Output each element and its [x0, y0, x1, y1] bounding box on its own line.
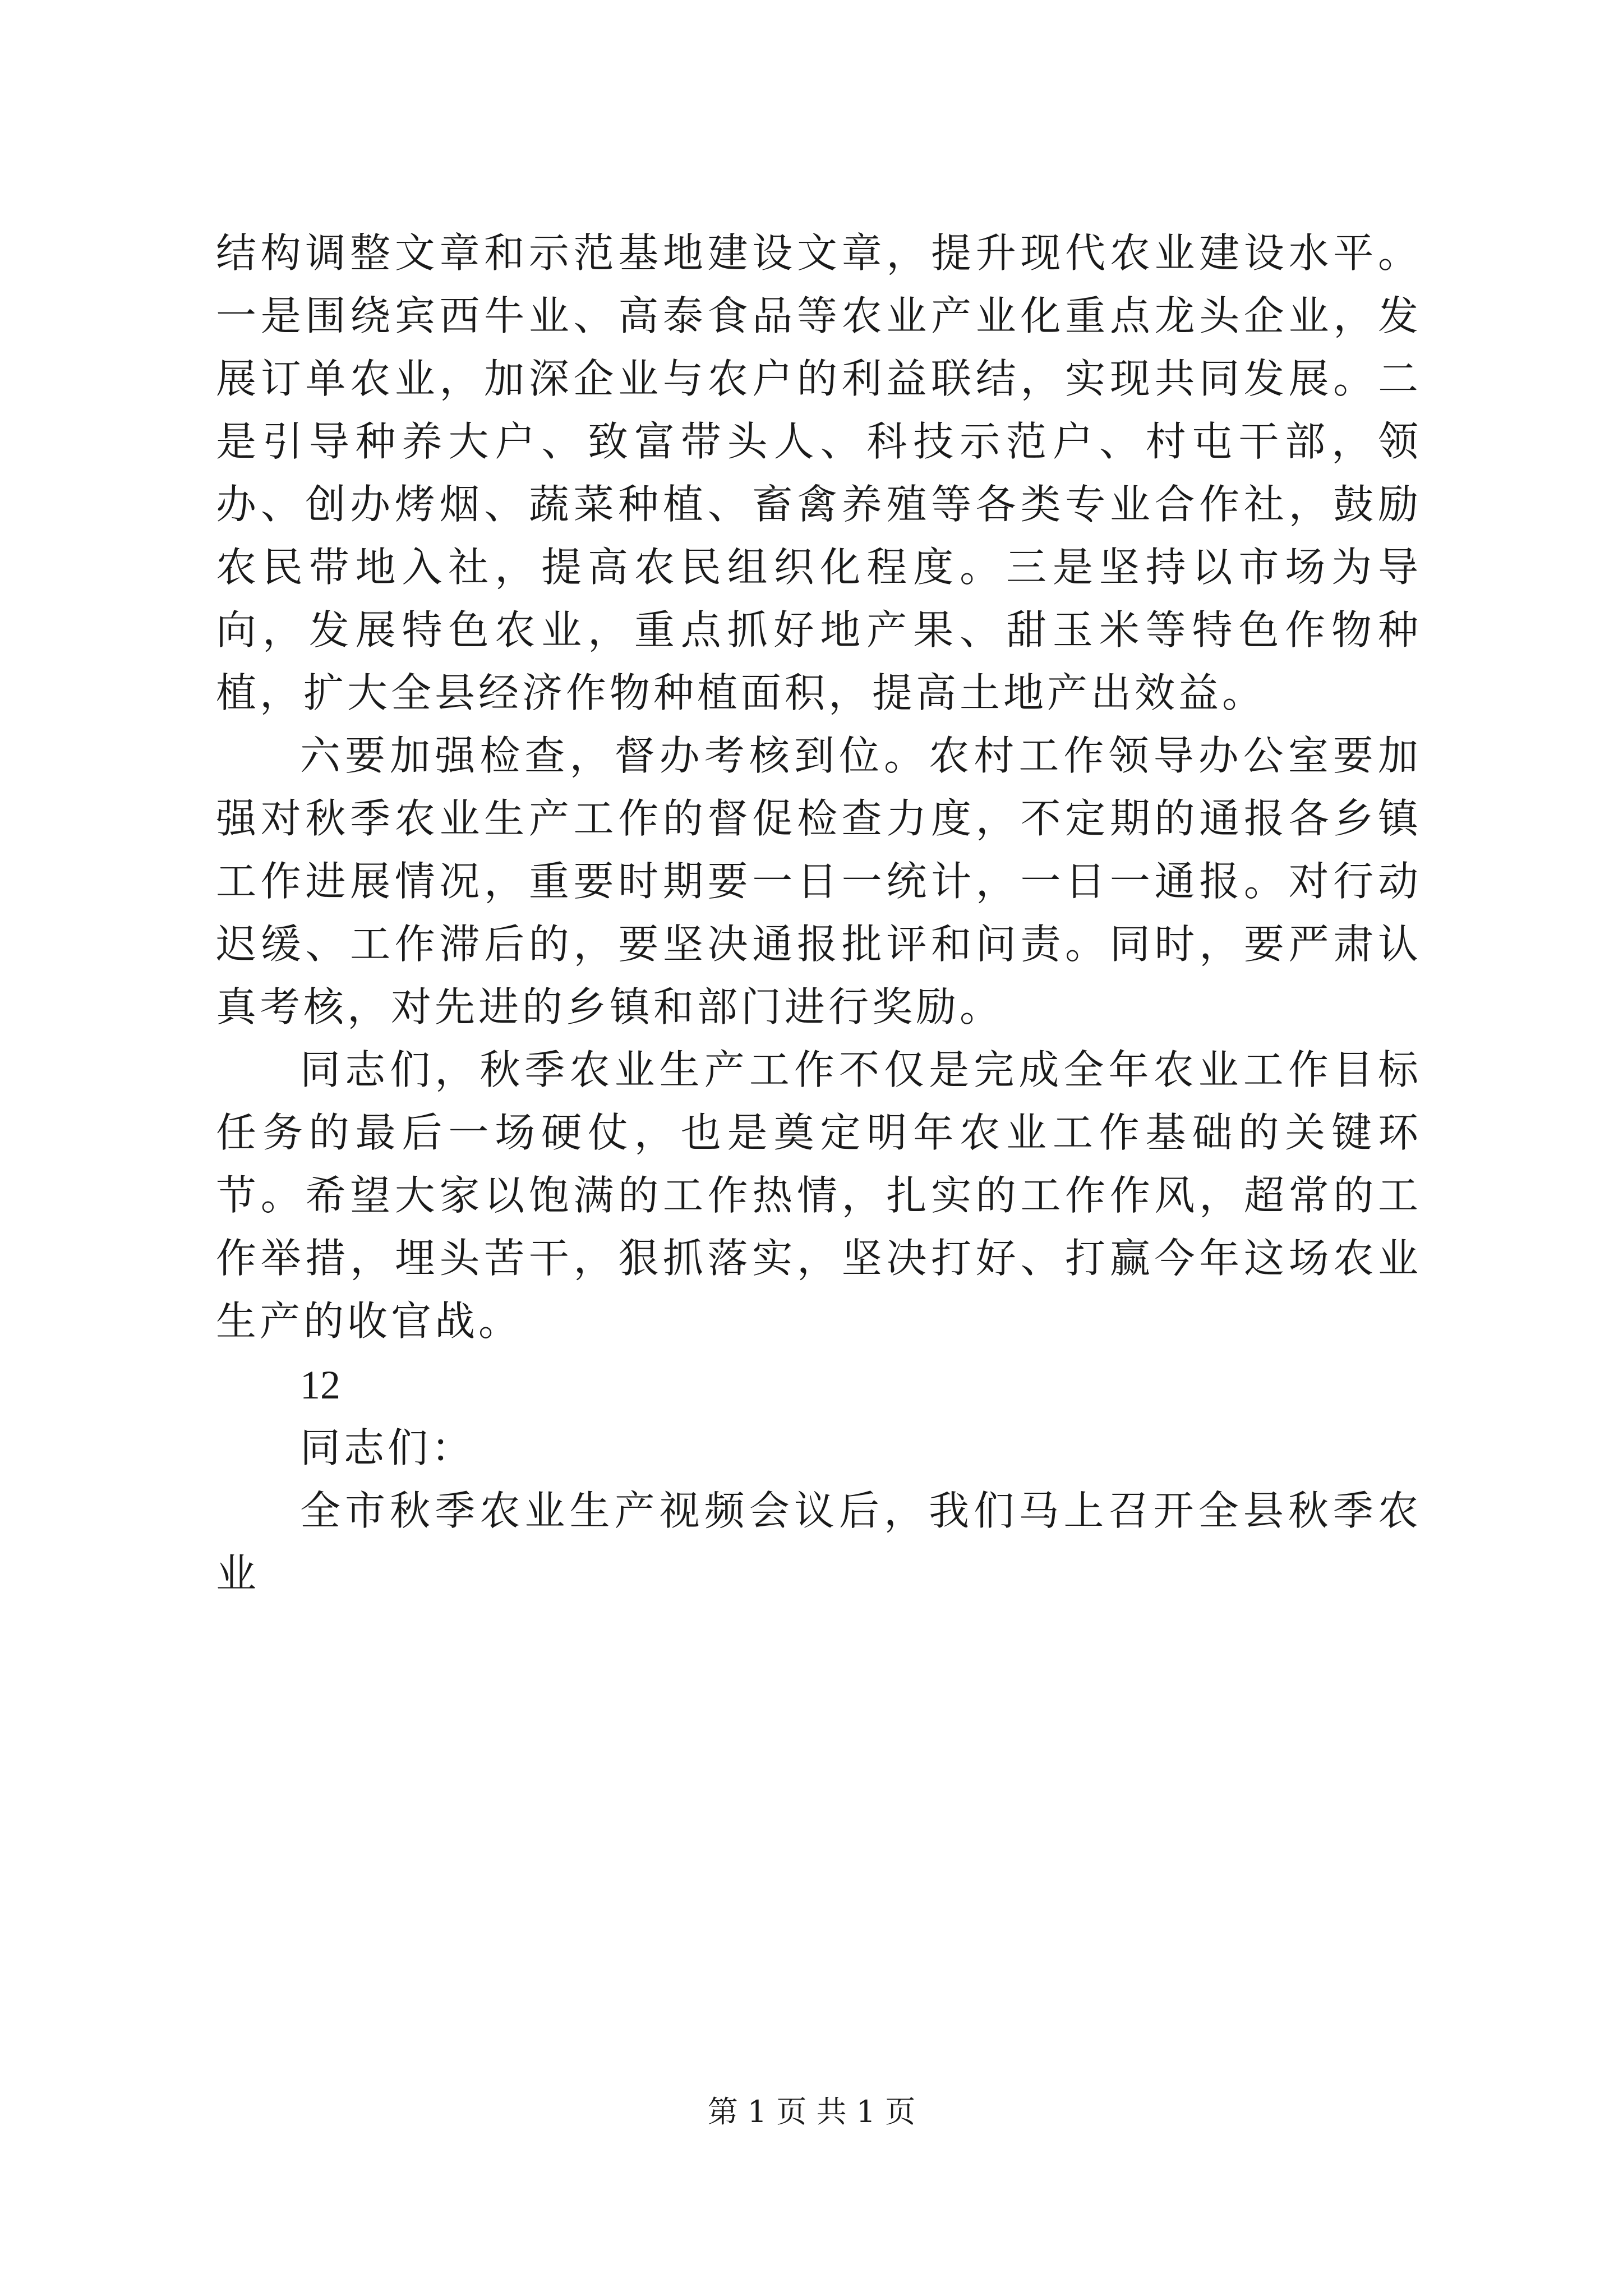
paragraph-inspection: 六要加强检查，督办考核到位。农村工作领导办公室要加强对秋季农业生产工作的督促检查力度，不定期的通报各乡镇工作进展情况，重要时期要一日一统计，一日一通报。对行动迟缓、工作滞后的，要坚决通报批评和问责。同时，要严肃认真考核，对先进的乡镇和部门进行奖励。: [216, 732, 1422, 1030]
document-body: [216, 222, 1422, 1605]
page-footer: 第 1 页 共 1 页: [707, 2094, 916, 2129]
salutation: 同志们：: [300, 1424, 476, 1471]
paragraph-opening: 全市秋季农业生产视频会议后，我们马上召开全县秋季农业: [216, 1487, 1422, 1597]
paragraph-closing-remarks: 同志们，秋季农业生产工作不仅是完成全年农业工作目标任务的最后一场硬仗，也是奠定明年农业工作基础的关键环节。希望大家以饱满的工作热情，扎实的工作作风，超常的工作举措，埋头苦干，狠抓落实，坚决打好、打赢今年这场农业生产的收官战。: [216, 1046, 1422, 1345]
paragraph-structure-adjustment: 结构调整文章和示范基地建设文章，提升现代农业建设水平。一是围绕宾西牛业、高泰食品等农业产业化重点龙头企业，发展订单农业，加深企业与农户的利益联结，实现共同发展。二是引导种养大户、致富带头人、科技示范户、村屯干部，领办、创办烤烟、蔬菜种植、畜禽养殖等各类专业合作社，鼓励农民带地入社，提高农民组织化程度。三是坚持以市场为导向，发展特色农业，重点抓好地产果、甜玉米等特色作物种植，扩大全县经济作物种植面积，提高土地产出效益。: [216, 229, 1422, 716]
section-number: 12: [300, 1363, 340, 1407]
